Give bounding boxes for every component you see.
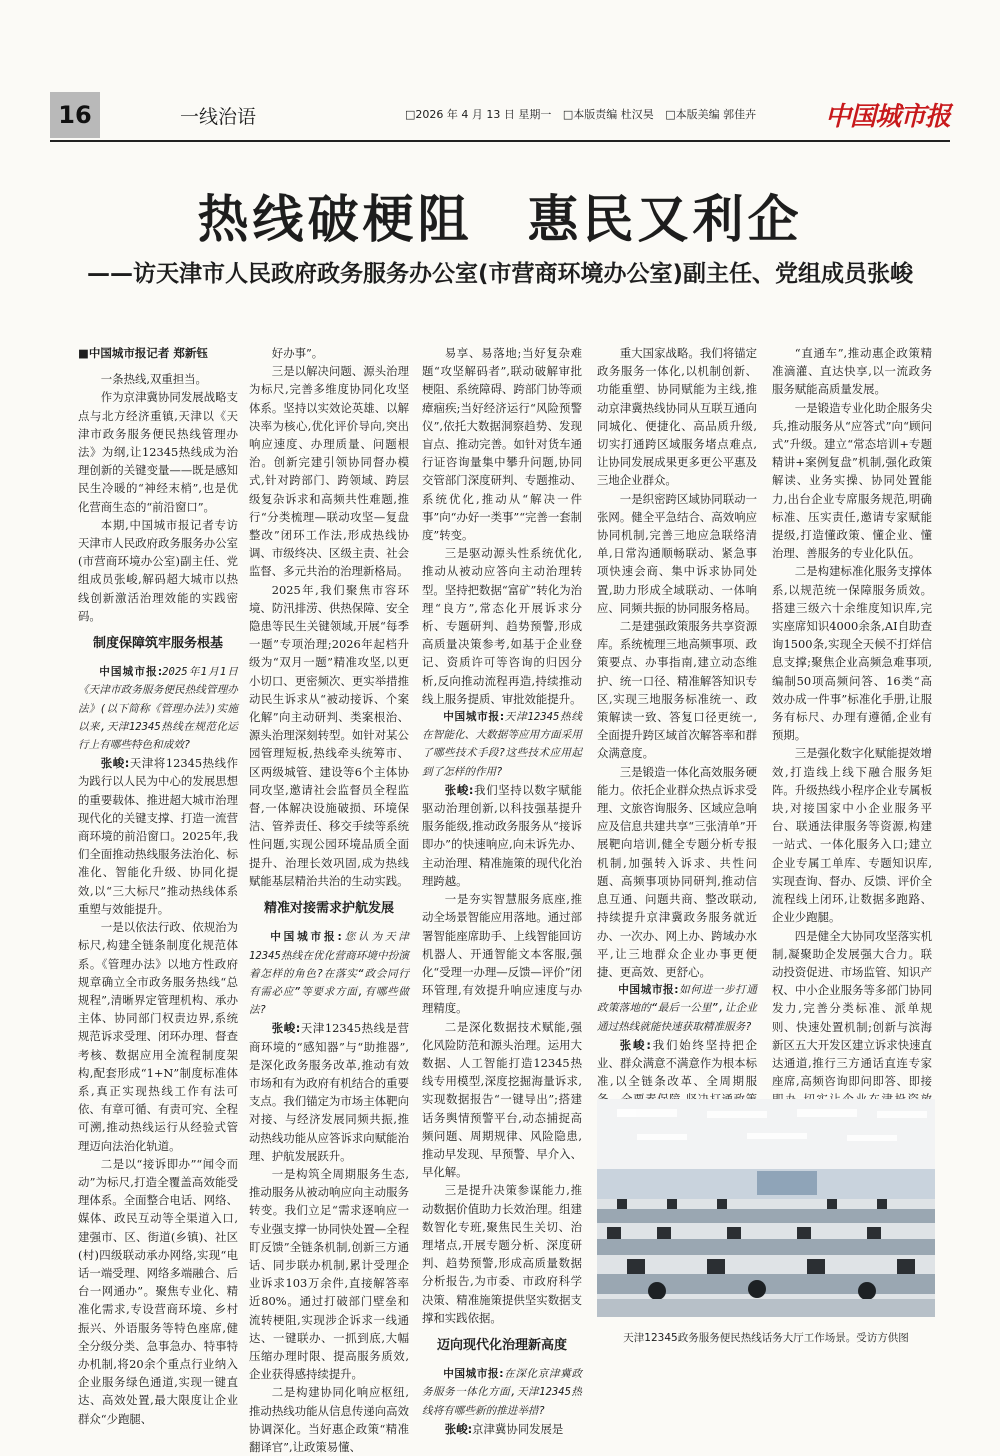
paragraph <box>249 1019 409 1165</box>
paragraph <box>249 581 409 890</box>
speaker-label: 中国城市报: <box>443 1368 504 1381</box>
speaker-label: 中国城市报: <box>443 711 505 724</box>
paragraph-text: 二是构建协同化响应枢纽,推动热线功能从信息传递向高效协调深化。当好惠企政策“精准翻译官”,让政策易懂、 <box>249 1385 409 1454</box>
interview-question <box>597 981 757 1036</box>
article-title: 热线破梗阻 惠民又利企 <box>197 190 803 250</box>
paragraph-text: 三是锻造一体化高效服务硬能力。依托企业群众热点诉求受理、文旅咨询服务、区域应急响应及信息共建共享“三张清单”开展靶向培训,健全专题分析专报机制,加强转入诉求、共性问题、高频事项协同研判,推动信息互通、问题共商、整改联动,持续提升京津冀政务服务就近办、一次办、网上办、跨域办水平,让三地群众企业办事更便捷、更高效、更舒心。 <box>597 764 757 979</box>
paragraph-text: 作为京津冀协同发展战略支点与北方经济重镇,天津以《天津市政务服务便民热线管理办法》为纲,让12345热线成为治理创新的关键变量——既是感知民生冷暖的“神经末梢”,也是优化营商生态的“前沿窗口”。 <box>78 390 238 514</box>
interview-question <box>422 708 582 781</box>
speaker-label: 张峻: <box>444 1421 473 1436</box>
paragraph <box>78 388 238 515</box>
paragraph-text: 一条热线,双重担当。 <box>100 372 207 387</box>
paragraph <box>249 362 409 580</box>
paragraph-text: 本期,中国城市报记者专访天津市人民政府政务服务办公室(市营商环境办公室)副主任、党组成员张峻,解码超大城市以热线创新激活治理效能的实践密码。 <box>78 517 238 623</box>
text-column-5 <box>772 344 932 1163</box>
paragraph <box>772 344 932 399</box>
paragraph <box>249 1165 409 1383</box>
paragraph-text: 二是建强政策服务共享资源库。系统梳理三地高频事项、政策要点、办事指南,建立动态维护、统一口径、精准解答知识专区,实现三地服务标准统一、政策解读一致、答复口径更统一,全面提升跨区域首次解答率和群众满意度。 <box>597 619 757 761</box>
paragraph <box>422 1181 582 1327</box>
paragraph-text: 您认为天津12345热线在优化营商环境中扮演着怎样的角色?在落实“政会同行有需必应”等要求方面,有哪些做法? <box>249 931 409 1017</box>
newspaper-logo: 中国城市报 <box>824 102 950 132</box>
speaker-label: 中国城市报: <box>618 984 679 997</box>
call-center-photo <box>597 1099 935 1317</box>
interview-question <box>78 663 238 754</box>
section-heading: 精准对接需求护航发展 <box>263 901 394 917</box>
paragraph-text: 三是以解决问题、源头治理为标尺,完善多维度协同化攻坚体系。坚持以实效论英雄、以解决率为核心,优化评价导向,突出响应速度、办理质量、问题根治。创新完建引领协同督办模式,针对跨部门、跨领域、跨层级复杂诉求和高频共性难题,推行“分类梳理—联动攻坚—复盘整改”闭环工作法,形成热线协调、市级终决、区级主责、社会监督、多元共治的治理新格局。 <box>249 364 409 579</box>
paragraph <box>78 1155 238 1428</box>
paragraph-text: 一是锻造专业化助企服务尖兵,推动服务从“应答式”向“顾问式”升级。建立“常态培训+专题精讲+案例复盘”机制,强化政策解读、业务实操、协同处置能力,出台企业专席服务规范,明确标准、压实责任,邀请专家赋能提级,打造懂政策、懂企业、懂治理、善服务的专业化队伍。 <box>772 400 932 561</box>
paragraph <box>422 544 582 708</box>
paragraph-text: 一是织密跨区域协同联动一张网。健全平急结合、高效响应协同机制,完善三地应急联络清单,日常沟通顺畅联动、紧急事项快速会商、集中诉求协同处置,助力形成全域联动、一体响应、同频共振的协同服务格局。 <box>597 491 757 615</box>
paragraph <box>78 918 238 1155</box>
speaker-label: 中国城市报: <box>270 931 342 944</box>
speaker-label: 张峻: <box>444 782 474 797</box>
paragraph-text: 在深化京津冀政务服务一体化方面,天津12345热线将有哪些新的推进举措? <box>422 1368 582 1417</box>
paragraph-text: 重大国家战略。我们将锚定政务服务一体化,以机制创新、功能重塑、协同赋能为主线,推动京津冀热线协同从互联互通向同城化、便捷化、高品质升级,切实打通跨区域服务堵点难点,让协同发展成果更多更公平惠及三地企业群众。 <box>597 346 757 488</box>
issue-date: □2026 年 4 月 13 日 星期一 <box>405 108 552 121</box>
designer-credit: □本版美编 郭佳卉 <box>665 108 757 121</box>
paragraph <box>249 1383 409 1456</box>
speaker-label: 张峻: <box>271 1021 301 1036</box>
photo-caption: 天津12345政务服务便民热线话务大厅工作场景。受访方供图 <box>623 1332 909 1344</box>
paragraph-text: 三是提升决策参谋能力,推动数据价值助力长效治理。组建数智化专班,聚焦民生关切、治理堵点,开展专题分析、深度研判、趋势预警,形成高质量数据分析报告,为市委、市政府科学决策、精准施策提供坚实数据支撑和实践依据。 <box>422 1183 582 1325</box>
page-header <box>50 92 950 138</box>
paragraph-text: 二是构建标准化服务支撑体系,以规范统一保障服务质效。搭建三级六十余维度知识库,完实座席知识4000余条,AI自助查询1500条,实现全天候不打烊信息支撑;聚焦企业高频急难事项,编制50项高频问答、16类“高效办成一件事”标准化手册,让服务有标尺、办理有遵循,企业有预期。 <box>772 564 932 743</box>
paragraph-text: 2025年1月1日《天津市政务服务便民热线管理办法》(以下简称《管理办法》)实施以来,天津12345热线在规范化运行上有哪些特色和成效? <box>78 666 238 752</box>
paragraph-text: 2025年,我们聚焦市容环境、防汛排涝、供热保障、安全隐患等民生关键领域,开展“每季一题”专项治理;2026年起档升级为“双月一题”精准攻坚,以更小切口、更密频次、更实举措推动民生诉求从“被动接诉、个案化解”向主动研判、类案根治、源头治理深刻转型。如针对某公园管理短板,热线牵头统筹市、区两级城管、建设等6个主体协同攻坚,邀请社会监督员全程监督,一体解决设施破损、环境保洁、管养责任、移交手续等系统性问题,实现公园环境品质全面提升、治理长效巩固,成为热线赋能基层精治共治的生动实践。 <box>249 582 409 888</box>
paragraph <box>78 370 238 388</box>
paragraph-text: 天津将12345热线作为践行以人民为中心的发展思想的重要载体、推进超大城市治理现代化的关键支撑、打造一流营商环境的前沿窗口。2025年,我们全面推动热线服务法治化、标准化、智能化升级、协同化提效,以“三大标尺”推动热线体系重塑与效能提升。 <box>78 756 238 916</box>
speaker-label: 中国城市报: <box>99 666 163 679</box>
text-column-1 <box>78 344 238 1428</box>
paragraph <box>422 781 582 890</box>
paragraph-text: 我们坚持以数字赋能驱动治理创新,以科技强基提升服务能级,推动政务服务从“接诉即办”的快速响应,向未诉先办、主动治理、精准施策的现代化治理跨越。 <box>422 782 582 888</box>
paragraph-text: 一是以依法行政、依规治为标尺,构建全链条制度化规范体系。《管理办法》以地方性政府规章确立全市政务服务热线“总规程”,清晰界定管理机构、承办主体、协同部门权责边界,系统规范诉求受理、闭环办理、督查考核、数据应用全流程制度架构,配套形成“1+N”制度标准体系,真正实现热线工作有法可依、有章可循、有责可究、全程可溯,推动热线运行从经验式管理迈向法治化轨道。 <box>78 920 238 1153</box>
paragraph <box>249 344 409 362</box>
paragraph <box>597 490 757 617</box>
text-column-4 <box>597 344 757 1127</box>
paragraph <box>422 344 582 544</box>
paragraph <box>422 890 582 1017</box>
paragraph <box>422 1018 582 1182</box>
paragraph <box>772 399 932 563</box>
paragraph-text: 如何进一步打通政策落地的“最后一公里”,让企业通过热线就能快速获取精准服务? <box>597 984 757 1033</box>
byline: ■中国城市报记者 郑新钰 <box>78 346 208 360</box>
paragraph <box>597 763 757 981</box>
paragraph <box>597 344 757 490</box>
paragraph-text: 好办事”。 <box>271 346 324 360</box>
text-column-3 <box>422 344 582 1438</box>
speaker-label: 张峻: <box>619 1037 651 1052</box>
paragraph-text: 天津12345热线在智能化、大数据等应用方面采用了哪些技术手段?这些技术应用起到了怎样的作用? <box>422 711 582 778</box>
paragraph <box>772 744 932 926</box>
header-rule <box>50 140 950 142</box>
paragraph-text: 我们始终坚持把企业、群众满意不满意作为根本标准,以全链条改革、全周期服 <box>597 1037 757 1089</box>
page-number: 16 <box>50 92 100 138</box>
paragraph <box>78 754 238 918</box>
paragraph-text: 二是深化数据技术赋能,强化风险防范和源头治理。运用大数据、人工智能打造12345热线专用模型,深度挖掘海量诉求,实现数据报告“一键导出”;搭建话务舆情预警平台,动态捕捉高频问题、周期规律、风险隐患,推动早发现、早预警、早介入、早化解。 <box>422 1019 582 1180</box>
paragraph-text: 三是强化数字化赋能提效增效,打造线上线下融合服务矩阵。升级热线小程序企业专属板块,对接国家中小企业服务平台、联通法律服务等资源,构建一站式、一体化服务入口;建立企业专属工单库、专题知识库,实现查询、督办、反馈、评价全流程线上闭环,让数据多跑路、企业少跑腿。 <box>772 746 932 925</box>
paragraph <box>78 516 238 625</box>
paragraph-text: 京津冀协同发展是 <box>472 1421 564 1436</box>
paragraph-text: 一是构筑全周期服务生态,推动服务从被动响应向主动服务转变。我们立足“需求逐响应一专业强支撑一协同快处置—全程盯反馈”全链条机制,创新三方通话、同步联办机制,累计受理企业诉求103万余件,直接解答率近80%。通过打破部门壁垒和流转梗阻,实现涉企诉求一线通达、一键联办、一抓到底,大幅压缩办理时限、提高服务质效,企业获得感持续提升。 <box>249 1166 409 1382</box>
section-heading: 制度保障筑牢服务根基 <box>92 636 223 652</box>
editor-credit: □本版责编 杜汉昊 <box>562 108 654 121</box>
paragraph-text: 四是健全大协同攻坚落实机制,凝聚助企发展强大合力。联动投资促进、市场监管、知识产权、中小企业服务等多部门协同发力,完善分类标准、派单规则、快速处置机制;创新与滨海新区五大开发区建立诉求快速直达通道,推行三方通话直连专家座席,高频咨询即问即答、即接 <box>772 928 932 1089</box>
paragraph-text: 天津12345热线是营商环境的“感知器”与“助推器”,是深化政务服务改革,推动有效市场和有为政府有机结合的重要支点。我们锚定为市场主体靶向对接、与经济发展同频共振,推动热线功能从应答诉求向赋能治理、护航发展跃升。 <box>249 1021 409 1163</box>
paragraph <box>422 1420 582 1438</box>
paragraph-text: 一是夯实智慧服务底座,推动全场景智能应用落地。通过部署智能座席助手、上线智能回访机器人、开通智能文本客服,强化“受理一办理—反馈—评价”闭环管理,有效提升响应速度与办理精度。 <box>422 892 582 1016</box>
section-name: 一线治语 <box>180 106 257 128</box>
text-column-2 <box>249 344 409 1456</box>
paragraph-text: “直通车”,推动惠企政策精准滴灌、直达快享,以一流政务服务赋能高质量发展。 <box>772 346 932 397</box>
interview-question <box>422 1365 582 1420</box>
article-subtitle: ——访天津市人民政府政务服务办公室(市营商环境办公室)副主任、党组成员张峻 <box>86 261 914 287</box>
paragraph-text: 二是以“接诉即办”“闻令而动”为标尺,打造全覆盖高效能受理体系。全面整合电话、网络、媒体、政民互动等全渠道入口,建强市、区、街道(乡镇)、社区(村)四级联动承办网络,实现“电话一端受理、网络多端融合、后台一网通办”。聚焦专业化、精准化需求,专设营商环境、乡村振兴、外语服务等特色座席,健全分级分类、急事急办、特事特办机制,将20余个重点行业纳入企业服务绿色通道,实现一键直达、高效处置,最大限度让企业群众“少跑腿、 <box>78 1156 238 1426</box>
dateline <box>405 106 764 122</box>
paragraph-text: 三是驱动源头性系统优化,推动从被动应答向主动治理转型。坚持把数据“富矿”转化为治理“良方”,常态化开展诉求分析、专题研判、趋势预警,形成高质量决策参考,如基于企业登记、资质许可等咨询的归因分析,反向推动流程再造,持续推动线上服务提质、审批效能提升。 <box>422 546 582 706</box>
paragraph <box>772 562 932 744</box>
section-heading: 迈向现代化治理新高度 <box>436 1337 567 1353</box>
paragraph-text: 易享、易落地;当好复杂难题“攻坚解码者”,联动破解审批梗阻、系统障碍、跨部门协等顽瘴痼疾;当好经济运行“风险预警仪”,依托大数据洞察趋势、发现盲点、推动完善。如针对货车通行证咨询量集中攀升问题,协同交管部门深度研判、专题推动、系统优化,推动从“解决一件事”向“办好一类事”“完善一套制度”转变。 <box>422 346 582 543</box>
paragraph <box>597 617 757 763</box>
interview-question <box>249 928 409 1019</box>
speaker-label: 张峻: <box>100 756 130 771</box>
